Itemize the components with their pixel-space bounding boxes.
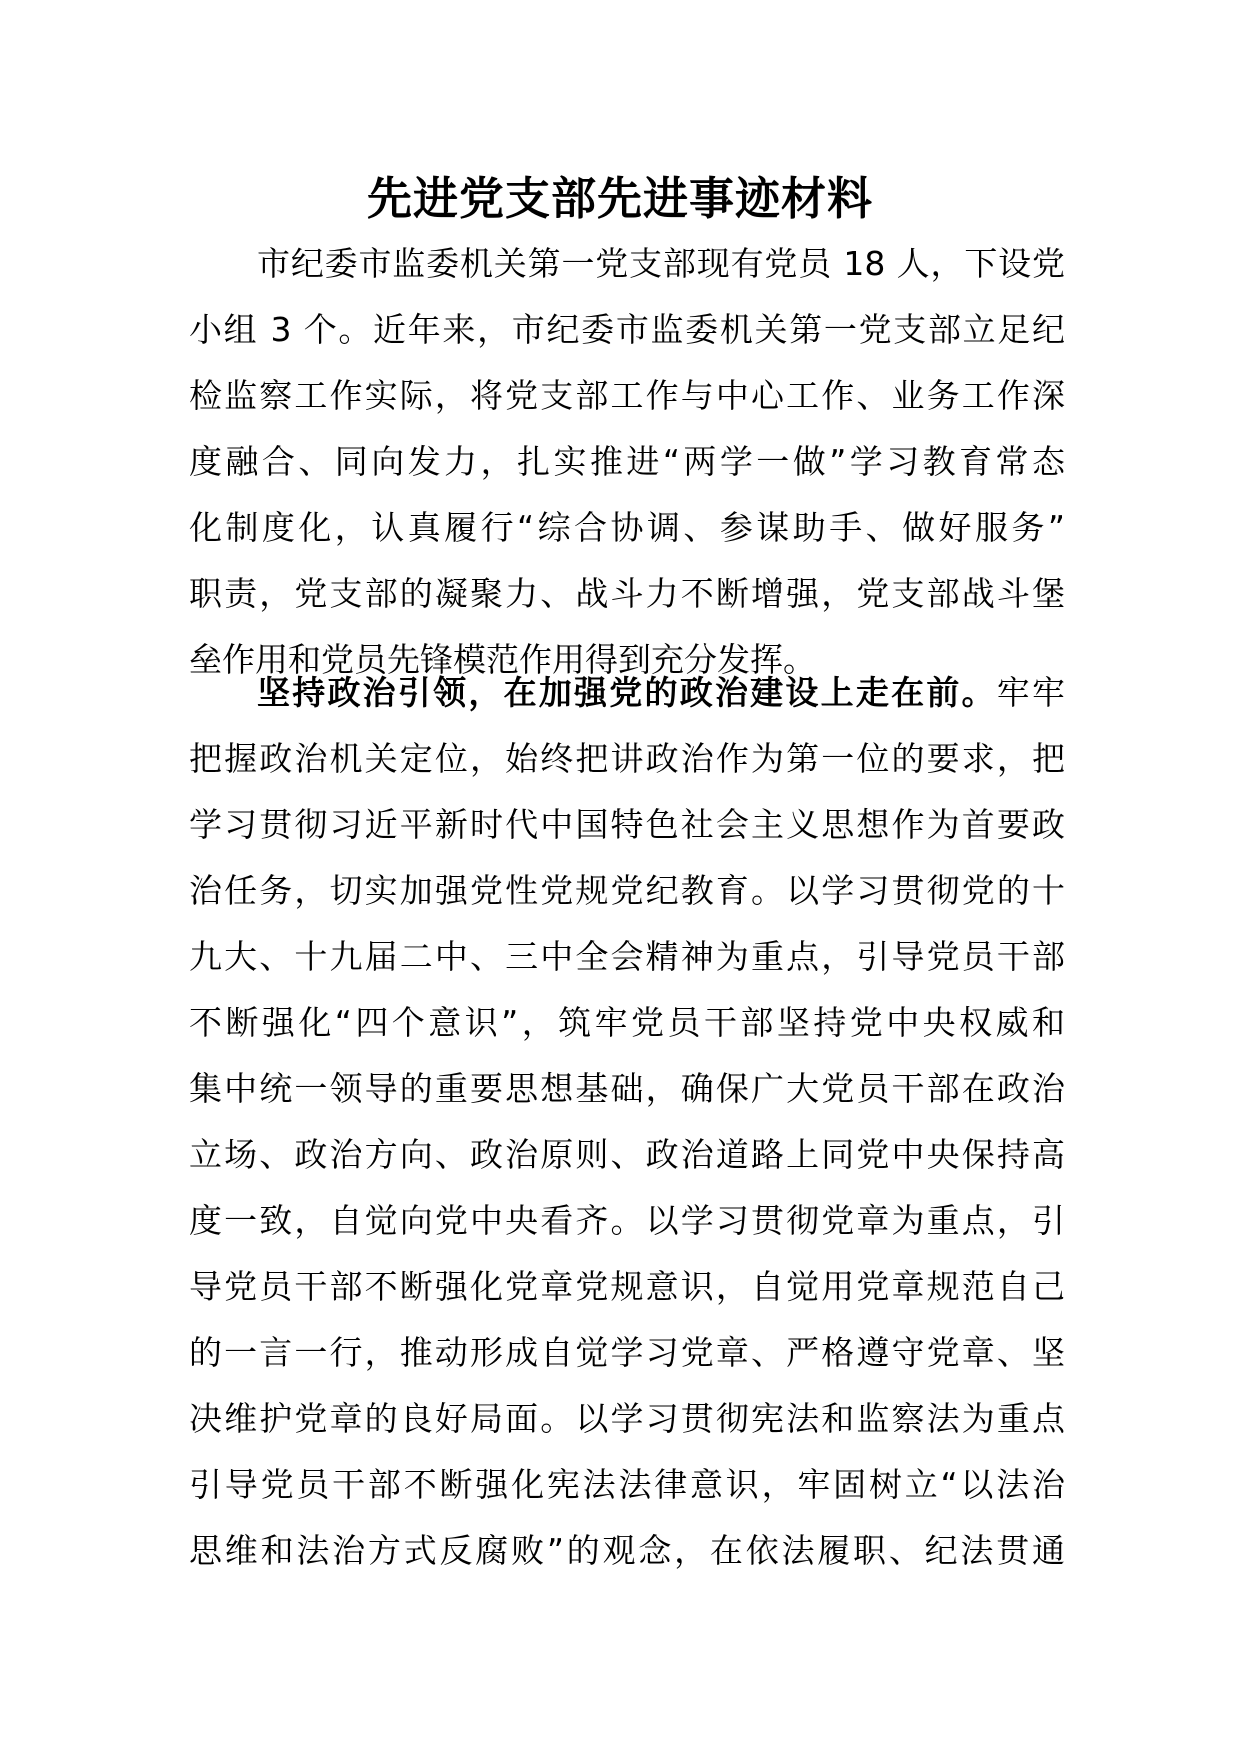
text-line: 立场、政治方向、政治原则、政治道路上同党中央保持高 (189, 1135, 1065, 1174)
text-line-with-lead (189, 660, 1065, 726)
text-line: 化制度化，认真履行“综合协调、参谋助手、做好服务” (189, 508, 1065, 547)
text-line: 导党员干部不断强化党章党规意识，自觉用党章规范自己 (189, 1267, 1065, 1306)
text-line: 治任务，切实加强党性党规党纪教育。以学习贯彻党的十 (189, 871, 1065, 910)
text-line: 引导党员干部不断强化宪法法律意识，牢固树立“以法治 (189, 1465, 1065, 1504)
section-lead-heading: 坚持政治引领，在加强党的政治建设上走在前。 (257, 673, 997, 712)
document-title: 先进党支部先进事迹材料 (366, 172, 873, 225)
text-line: 度一致，自觉向党中央看齐。以学习贯彻党章为重点，引 (189, 1201, 1065, 1240)
text-line: 市纪委市监委机关第一党支部现有党员 18 人，下设党 (257, 244, 1065, 283)
paragraph-intro (189, 231, 1065, 693)
text-line: 检监察工作实际，将党支部工作与中心工作、业务工作深 (189, 376, 1065, 415)
text-line: 九大、十九届二中、三中全会精神为重点，引导党员干部 (189, 937, 1065, 976)
text-line: 垒作用和党员先锋模范作用得到充分发挥。 (189, 640, 816, 679)
text-line: 小组 3 个。近年来，市纪委市监委机关第一党支部立足纪 (189, 310, 1065, 349)
text-line: 思维和法治方式反腐败”的观念，在依法履职、纪法贯通 (189, 1531, 1065, 1570)
text-line: 的一言一行，推动形成自觉学习党章、严格遵守党章、坚 (189, 1333, 1065, 1372)
text-line: 职责，党支部的凝聚力、战斗力不断增强，党支部战斗堡 (189, 574, 1065, 613)
text-line: 把握政治机关定位，始终把讲政治作为第一位的要求，把 (189, 739, 1065, 778)
paragraph-political-leadership (189, 660, 1065, 1584)
text-line: 不断强化“四个意识”，筑牢党员干部坚持党中央权威和 (189, 1003, 1065, 1042)
text-line: 集中统一领导的重要思想基础，确保广大党员干部在政治 (189, 1069, 1065, 1108)
text-line: 决维护党章的良好局面。以学习贯彻宪法和监察法为重点 (189, 1399, 1065, 1438)
text-line: 度融合、同向发力，扎实推进“两学一做”学习教育常态 (189, 442, 1065, 481)
lead-line-rest: 牢牢 (996, 673, 1065, 712)
text-line: 学习贯彻习近平新时代中国特色社会主义思想作为首要政 (189, 805, 1065, 844)
